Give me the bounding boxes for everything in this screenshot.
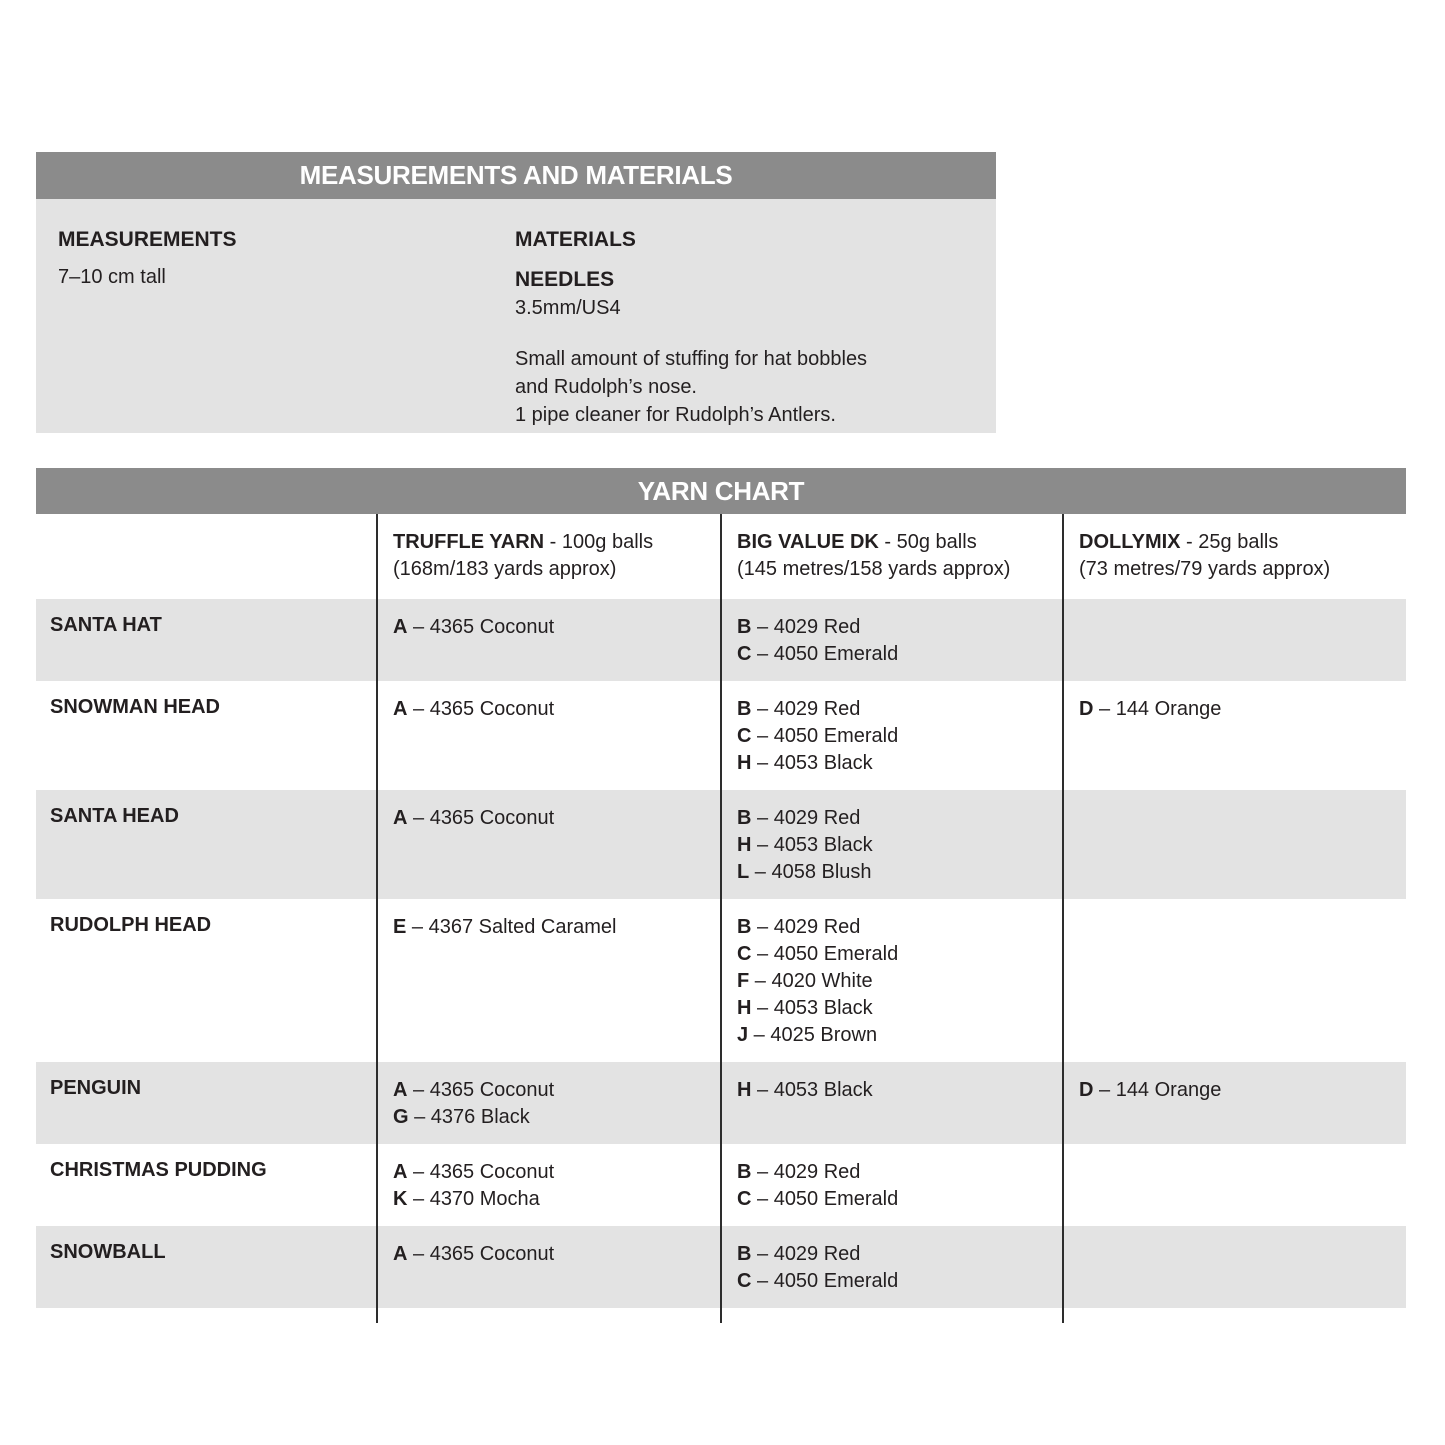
table-divider-tail-cell bbox=[36, 1308, 377, 1323]
big-value-dk-cell bbox=[721, 1062, 1063, 1144]
yarn-column-subtitle: (168m/183 yards approx) bbox=[393, 558, 617, 580]
item-column-header bbox=[36, 514, 377, 599]
yarn-chart-section bbox=[36, 468, 1406, 1323]
yarn-column-subtitle: (73 metres/79 yards approx) bbox=[1079, 558, 1331, 580]
yarn-entry: B – 4029 Red bbox=[737, 698, 861, 720]
big-value-dk-cell bbox=[721, 1226, 1063, 1308]
yarn-chart-table bbox=[36, 514, 1406, 1323]
yarn-entry: C – 4050 Emerald bbox=[737, 725, 899, 747]
big-value-dk-cell bbox=[721, 599, 1063, 681]
yarn-column-header bbox=[721, 514, 1063, 599]
item-name-cell: SANTA HEAD bbox=[50, 805, 179, 827]
truffle-yarn-cell bbox=[377, 899, 721, 1062]
yarn-column-header bbox=[1063, 514, 1406, 599]
yarn-chart-title: YARN CHART bbox=[637, 475, 805, 506]
yarn-entry: B – 4029 Red bbox=[737, 616, 861, 638]
yarn-entry: A – 4365 Coconut bbox=[393, 807, 555, 829]
yarn-chart-row bbox=[36, 899, 1406, 1062]
yarn-entry: C – 4050 Emerald bbox=[737, 643, 899, 665]
yarn-entry: H – 4053 Black bbox=[737, 997, 873, 1019]
yarn-entry: F – 4020 White bbox=[737, 970, 873, 992]
yarn-entry: D – 144 Orange bbox=[1079, 1079, 1222, 1101]
table-divider-tail-cell bbox=[1063, 1308, 1406, 1323]
measurements-materials-header-bar bbox=[36, 152, 996, 199]
measurements-column bbox=[36, 199, 515, 433]
yarn-chart-row bbox=[36, 681, 1406, 790]
materials-note-line: 1 pipe cleaner for Rudolph’s Antlers. bbox=[515, 404, 836, 426]
measurements-value: 7–10 cm tall bbox=[58, 266, 166, 288]
dollymix-cell bbox=[1063, 790, 1406, 899]
item-name-cell: SNOWBALL bbox=[50, 1241, 166, 1263]
materials-note-line: Small amount of stuffing for hat bobbles bbox=[515, 348, 868, 370]
yarn-entry: A – 4365 Coconut bbox=[393, 616, 555, 638]
truffle-yarn-cell bbox=[377, 1062, 721, 1144]
item-name-cell: SANTA HAT bbox=[50, 614, 162, 636]
table-divider-tail-row bbox=[36, 1308, 1406, 1323]
dollymix-cell bbox=[1063, 1144, 1406, 1226]
item-name-cell: CHRISTMAS PUDDING bbox=[50, 1159, 267, 1181]
big-value-dk-cell bbox=[721, 790, 1063, 899]
needles-value: 3.5mm/US4 bbox=[515, 297, 621, 319]
yarn-column-title: TRUFFLE YARN - 100g balls bbox=[393, 531, 654, 553]
dollymix-cell bbox=[1063, 1226, 1406, 1308]
dollymix-cell bbox=[1063, 899, 1406, 1062]
yarn-column-title: DOLLYMIX - 25g balls bbox=[1079, 531, 1279, 553]
needles-heading: NEEDLES bbox=[515, 268, 615, 291]
measurements-materials-body bbox=[36, 199, 996, 433]
yarn-entry: C – 4050 Emerald bbox=[737, 1188, 899, 1210]
yarn-entry: K – 4370 Mocha bbox=[393, 1188, 540, 1210]
measurements-materials-section bbox=[36, 152, 996, 433]
yarn-entry: A – 4365 Coconut bbox=[393, 698, 555, 720]
yarn-chart-row bbox=[36, 1226, 1406, 1308]
yarn-entry: A – 4365 Coconut bbox=[393, 1243, 555, 1265]
materials-notes bbox=[515, 345, 986, 429]
yarn-chart-row bbox=[36, 599, 1406, 681]
yarn-chart-row bbox=[36, 790, 1406, 899]
yarn-entry: B – 4029 Red bbox=[737, 1161, 861, 1183]
yarn-chart-header-bar bbox=[36, 468, 1406, 514]
yarn-entry: C – 4050 Emerald bbox=[737, 943, 899, 965]
yarn-column-header bbox=[377, 514, 721, 599]
big-value-dk-cell bbox=[721, 681, 1063, 790]
measurements-heading: MEASUREMENTS bbox=[58, 228, 237, 251]
yarn-entry: C – 4050 Emerald bbox=[737, 1270, 899, 1292]
yarn-chart-row bbox=[36, 1062, 1406, 1144]
yarn-chart-column-header-row bbox=[36, 514, 1406, 599]
materials-note-line: and Rudolph’s nose. bbox=[515, 376, 697, 398]
materials-column bbox=[515, 199, 996, 433]
measurements-materials-title: MEASUREMENTS AND MATERIALS bbox=[299, 160, 733, 190]
item-name-cell: RUDOLPH HEAD bbox=[50, 914, 212, 936]
yarn-entry: A – 4365 Coconut bbox=[393, 1161, 555, 1183]
table-divider-tail-cell bbox=[377, 1308, 721, 1323]
yarn-column-title: BIG VALUE DK - 50g balls bbox=[737, 531, 977, 553]
dollymix-cell bbox=[1063, 681, 1406, 790]
truffle-yarn-cell bbox=[377, 1226, 721, 1308]
big-value-dk-cell bbox=[721, 899, 1063, 1062]
yarn-entry: G – 4376 Black bbox=[393, 1106, 530, 1128]
yarn-entry: J – 4025 Brown bbox=[737, 1024, 878, 1046]
yarn-entry: D – 144 Orange bbox=[1079, 698, 1222, 720]
yarn-chart-row bbox=[36, 1144, 1406, 1226]
yarn-column-subtitle: (145 metres/158 yards approx) bbox=[737, 558, 1011, 580]
dollymix-cell bbox=[1063, 599, 1406, 681]
yarn-entry: B – 4029 Red bbox=[737, 807, 861, 829]
dollymix-cell bbox=[1063, 1062, 1406, 1144]
big-value-dk-cell bbox=[721, 1144, 1063, 1226]
yarn-entry: B – 4029 Red bbox=[737, 1243, 861, 1265]
yarn-entry: B – 4029 Red bbox=[737, 916, 861, 938]
truffle-yarn-cell bbox=[377, 790, 721, 899]
item-name-cell: SNOWMAN HEAD bbox=[50, 696, 220, 718]
materials-heading: MATERIALS bbox=[515, 228, 636, 251]
yarn-entry: H – 4053 Black bbox=[737, 834, 873, 856]
truffle-yarn-cell bbox=[377, 681, 721, 790]
item-name-cell: PENGUIN bbox=[50, 1077, 142, 1099]
yarn-entry: A – 4365 Coconut bbox=[393, 1079, 555, 1101]
truffle-yarn-cell bbox=[377, 599, 721, 681]
yarn-entry: H – 4053 Black bbox=[737, 1079, 873, 1101]
table-divider-tail-cell bbox=[721, 1308, 1063, 1323]
yarn-entry: E – 4367 Salted Caramel bbox=[393, 916, 617, 938]
yarn-entry: L – 4058 Blush bbox=[737, 861, 872, 883]
yarn-entry: H – 4053 Black bbox=[737, 752, 873, 774]
truffle-yarn-cell bbox=[377, 1144, 721, 1226]
